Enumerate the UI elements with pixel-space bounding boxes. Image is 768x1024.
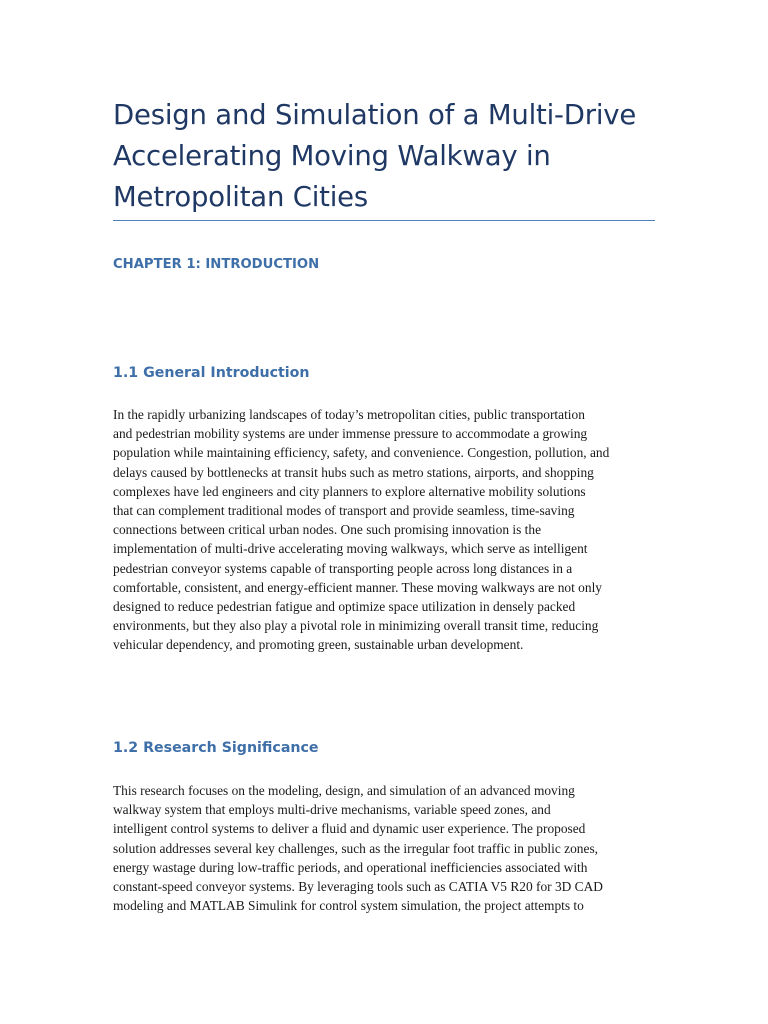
paragraph-line: comfortable, consistent, and energy-efficient manner. These moving walkways are not only [113, 579, 602, 595]
paragraph-line: intelligent control systems to deliver a fluid and dynamic user experience. The proposed [113, 821, 586, 837]
paragraph-line: implementation of multi-drive accelerating moving walkways, which serve as intelligent [113, 541, 588, 557]
paragraph-line: vehicular dependency, and promoting green, sustainable urban development. [113, 637, 524, 653]
paragraph-line: constant-speed conveyor systems. By leveraging tools such as CATIA V5 R20 for 3D CAD [113, 879, 603, 895]
paragraph-line: that can complement traditional modes of transport and provide seamless, time-saving [113, 503, 575, 519]
paragraph-line: pedestrian conveyor systems capable of transporting people across long distances in a [113, 560, 573, 576]
paragraph-line: modeling and MATLAB Simulink for control system simulation, the project attempts to [113, 898, 584, 914]
title-line: Accelerating Moving Walkway in [113, 140, 551, 172]
section-heading-research-significance: 1.2 Research Significance [113, 740, 319, 756]
title-underline-rule [113, 220, 655, 221]
paragraph-line: delays caused by bottlenecks at transit hubs such as metro stations, airports, and shopping [113, 464, 594, 480]
paragraph-line: solution addresses several key challenges, such as the irregular foot traffic in public zones, [113, 840, 599, 856]
research-significance-paragraph [113, 781, 673, 915]
paragraph-line: connections between critical urban nodes. One such promising innovation is the [113, 522, 542, 538]
paragraph-line: designed to reduce pedestrian fatigue and optimize space utilization in densely packed [113, 599, 576, 615]
section-heading-general-introduction: 1.1 General Introduction [113, 365, 310, 381]
general-introduction-paragraph [113, 405, 673, 655]
title-line: Metropolitan Cities [113, 181, 369, 213]
paragraph-line: environments, but they also play a pivotal role in minimizing overall transit time, reducing [113, 618, 599, 634]
document-title [113, 95, 673, 218]
paragraph-line: and pedestrian mobility systems are under immense pressure to accommodate a growing [113, 426, 588, 442]
paragraph-line: population while maintaining efficiency, safety, and convenience. Congestion, pollution, and [113, 445, 610, 461]
paragraph-line: energy wastage during low-traffic periods, and operational inefficiencies associated with [113, 859, 588, 875]
paragraph-line: In the rapidly urbanizing landscapes of today’s metropolitan cities, public transportation [113, 407, 585, 422]
title-line: Design and Simulation of a Multi-Drive [113, 99, 637, 131]
chapter-heading: CHAPTER 1: INTRODUCTION [113, 257, 320, 272]
paragraph-line: This research focuses on the modeling, design, and simulation of an advanced moving [113, 783, 575, 798]
paragraph-line: walkway system that employs multi-drive mechanisms, variable speed zones, and [113, 802, 551, 818]
paragraph-line: complexes have led engineers and city planners to explore alternative mobility solutions [113, 483, 586, 499]
